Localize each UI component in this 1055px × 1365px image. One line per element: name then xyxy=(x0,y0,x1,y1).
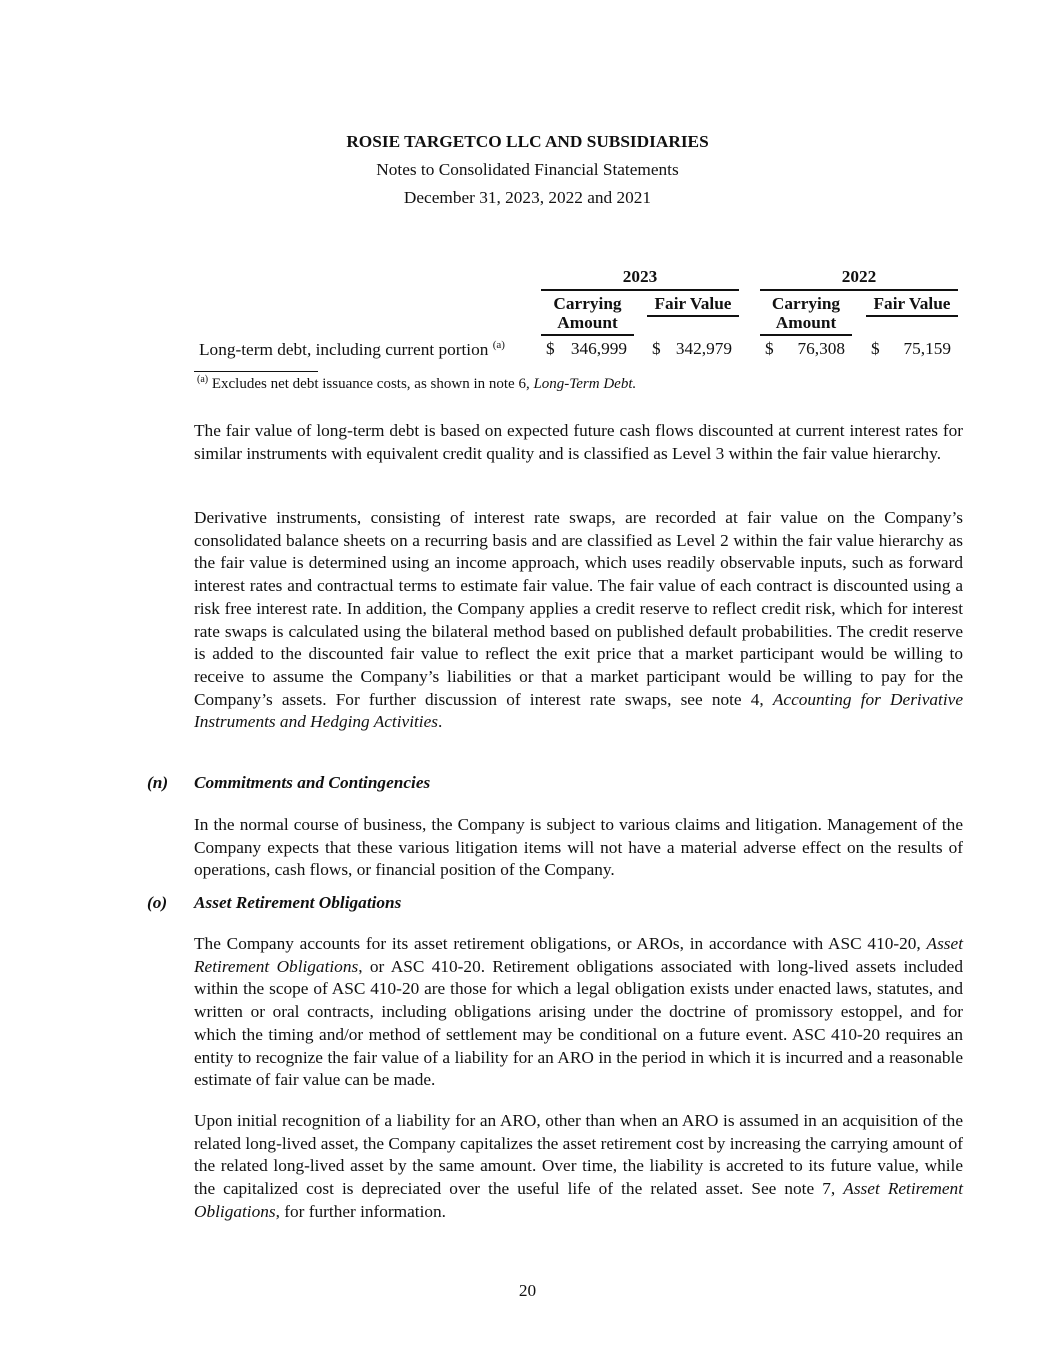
section-heading-o: (o) Asset Retirement Obligations xyxy=(147,893,402,912)
cell-currency: $ xyxy=(871,339,880,358)
year-header-2022: 2022 xyxy=(760,267,958,291)
company-title: ROSIE TARGETCO LLC AND SUBSIDIARIES xyxy=(346,132,709,151)
year-header-2023: 2023 xyxy=(541,267,739,291)
cell-value: 76,308 xyxy=(797,339,845,358)
cell-currency: $ xyxy=(765,339,774,358)
column-header: Fair Value xyxy=(866,294,958,317)
column-header: Carrying Amount xyxy=(760,294,852,336)
row-label: Long-term debt, including current portion $^{(a)}$ xyxy=(199,339,505,359)
cell-value: 75,159 xyxy=(903,339,951,358)
cell-currency: $ xyxy=(652,339,661,358)
statement-date: December 31, 2023, 2022 and 2021 xyxy=(403,188,652,207)
paragraph-derivatives: Derivative instruments, consisting of interest rate swaps, are recorded at fair value on the Company’s consolidated balance sheets on a recurring basis and are classified as Level 2 within the fair value hierarchy as the fair value is determined using an income approach, which uses readily observable inputs, such as forward interest rates and contractual terms to estimate fair value. The fair value of each contract is discounted using a risk free interest rate. In addition, the Company applies a credit reserve to reflect credit risk, which for interest rate swaps is calculated using the bilateral method based on published default probabilities. The credit reserve is added to the discounted fair value to reflect the exit price that a market participant would be willing to receive to assume the Company’s liabilities or that a market participant would be willing to pay for the Company’s assets. For further discussion of interest rate swaps, see note 4, Accounting for Derivative Instruments and Hedging Activities. xyxy=(194,508,963,732)
cell-currency: $ xyxy=(546,339,555,358)
column-header: Carrying Amount xyxy=(541,294,634,336)
paragraph-aro-accounting: The Company accounts for its asset retirement obligations, or AROs, in accordance with ASC 410-20, Asset Retirement Obligations, or ASC 410-20. Retirement obligations associated with long-lived assets included within the scope of ASC 410-20 are those for which a legal obligation exists under enacted laws, statutes, and written or oral contracts, including obligations arising under the doctrine of promissory estoppel, and for which the timing and/or method of settlement may be conditional on a future event. ASC 410-20 requires an entity to recognize the fair value of a liability for an ARO in the period in which it is incurred and a reasonable estimate of fair value can be made. xyxy=(194,934,963,1090)
footnote-divider xyxy=(194,371,318,372)
paragraph-commitments: In the normal course of business, the Company is subject to various claims and litigation. Management of the Company expects that these various litigation items will not have a material adverse effect on the results of operations, cash flows, or financial position of the Company. xyxy=(194,815,963,880)
page-number: 20 xyxy=(518,1281,537,1300)
cell-value: 342,979 xyxy=(675,339,732,358)
section-heading-n: (n) Commitments and Contingencies xyxy=(147,773,431,792)
subtitle: Notes to Consolidated Financial Statements xyxy=(376,160,679,179)
column-header: Fair Value xyxy=(647,294,739,317)
table-footnote: $^{(a)}$ Excludes net debt issuance costs, as shown in note 6, Long-Term Debt. xyxy=(197,374,637,392)
paragraph-aro-recognition: Upon initial recognition of a liability for an ARO, other than when an ARO is assumed in an acquisition of the related long-lived asset, the Company capitalizes the asset retirement cost by increasing the carrying amount of the related long-lived asset by the same amount. Over time, the liability is accreted to its future value, while the capitalized cost is depreciated over the useful life of the related asset. See note 7, Asset Retirement Obligations, for further information. xyxy=(194,1111,963,1221)
cell-value: 346,999 xyxy=(570,339,627,358)
paragraph-fair-value-debt: The fair value of long-term debt is based on expected future cash flows discounted at current interest rates for similar instruments with equivalent credit quality and is classified as Level 3 within the fair value hierarchy. xyxy=(194,421,963,463)
